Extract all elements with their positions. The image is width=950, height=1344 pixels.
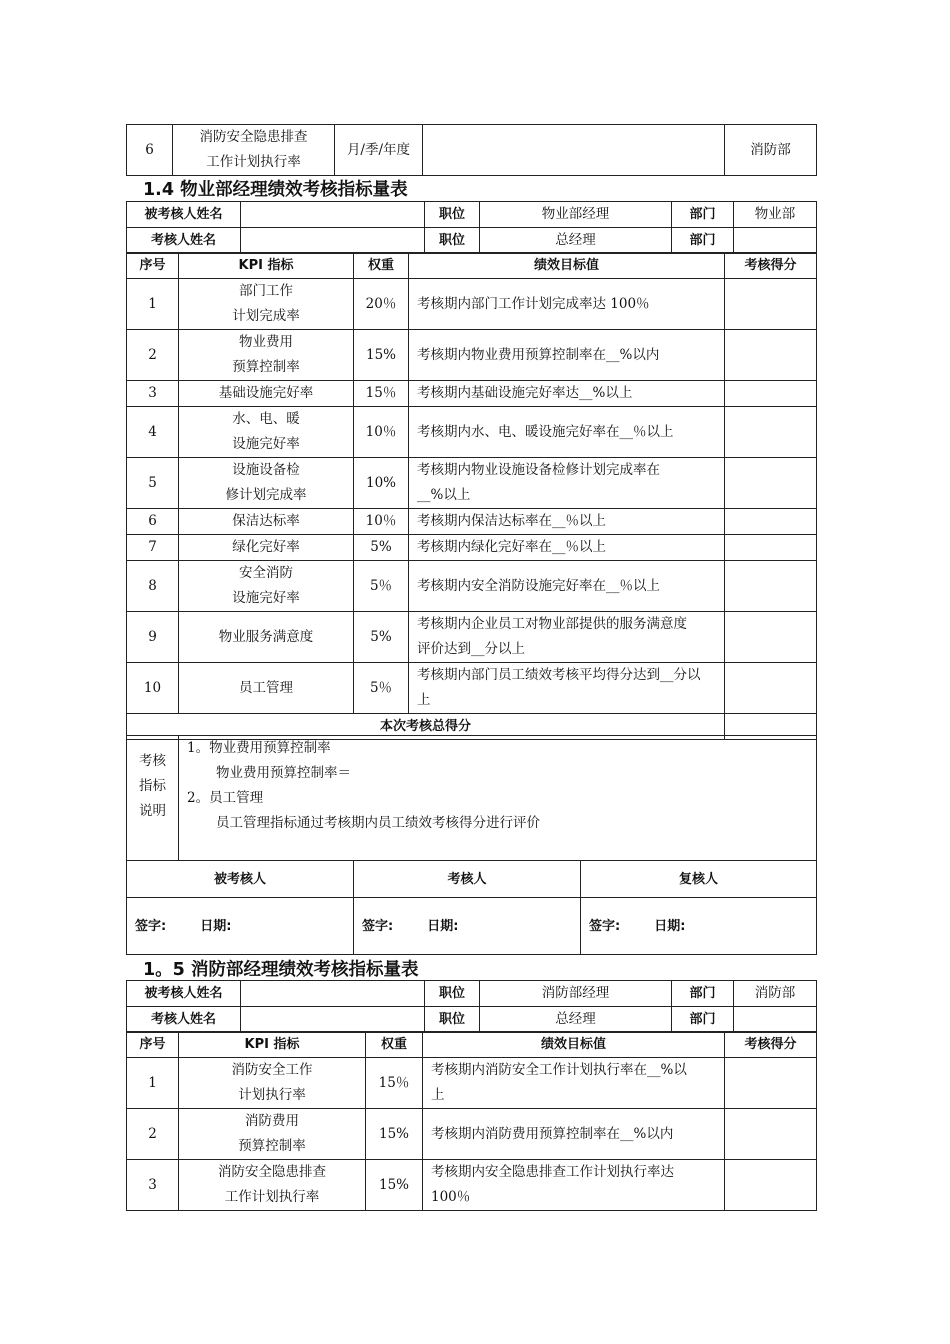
assessee-sign-cell: 签字: 日期: <box>127 898 354 955</box>
weight: 5% <box>354 535 409 561</box>
weight: 15％ <box>354 381 409 407</box>
row-no: 9 <box>127 612 179 663</box>
note-line: 员工管理指标通过考核期内员工绩效考核得分进行评价 <box>216 815 540 831</box>
row-no: 8 <box>127 561 179 612</box>
note-line: 物业费用预算控制率＝ <box>216 765 351 781</box>
col-target: 绩效目标值 <box>409 253 725 279</box>
dept-label: 部门 <box>672 228 734 254</box>
target: 考核期内消防费用预算控制率在__%以内 <box>423 1109 725 1160</box>
sec14-kpi-table <box>126 252 817 740</box>
col-no: 序号 <box>127 253 179 279</box>
assessee-position: 消防部经理 <box>480 981 672 1007</box>
assessee-dept: 物业部 <box>734 202 817 228</box>
table-row <box>127 1160 817 1211</box>
sec15-info-table <box>126 980 817 1033</box>
score <box>725 612 817 663</box>
dept-label: 部门 <box>672 1007 734 1033</box>
target: 考核期内部门员工绩效考核平均得分达到__分以 上 <box>409 663 725 714</box>
weight: 10％ <box>354 407 409 458</box>
kpi-name: 员工管理 <box>179 663 354 714</box>
col-weight: 权重 <box>354 253 409 279</box>
position-label: 职位 <box>425 202 480 228</box>
score <box>725 561 817 612</box>
sec14-signature-table <box>126 860 817 955</box>
top-partial-table <box>126 124 817 176</box>
assessor-sign-header: 考核人 <box>354 861 581 898</box>
kpi-name: 物业费用 预算控制率 <box>179 330 354 381</box>
score <box>725 1058 817 1109</box>
kpi-name: 消防安全隐患排查 工作计划执行率 <box>179 1160 366 1211</box>
total-score-label: 本次考核总得分 <box>127 714 725 740</box>
table-row <box>127 1058 817 1109</box>
kpi-name: 部门工作 计划完成率 <box>179 279 354 330</box>
assessee-name-label: 被考核人姓名 <box>127 981 241 1007</box>
assessee-name-label: 被考核人姓名 <box>127 202 241 228</box>
assessor-sign-cell: 签字: 日期: <box>354 898 581 955</box>
table-row <box>127 535 817 561</box>
col-kpi: KPI 指标 <box>179 253 354 279</box>
sec15-kpi-table <box>126 1031 817 1211</box>
weight: 5％ <box>354 561 409 612</box>
assessee-dept: 消防部 <box>734 981 817 1007</box>
reviewer-sign-cell: 签字: 日期: <box>581 898 817 955</box>
row-no: 1 <box>127 279 179 330</box>
target: 考核期内基础设施完好率达__%以上 <box>409 381 725 407</box>
assessee-position: 物业部经理 <box>480 202 672 228</box>
assessee-sign-header: 被考核人 <box>127 861 354 898</box>
table-row <box>127 381 817 407</box>
target <box>423 125 725 176</box>
weight: 15% <box>366 1109 423 1160</box>
assessor-name-value <box>241 228 425 254</box>
assessor-name-label: 考核人姓名 <box>127 228 241 254</box>
period: 月/季/年度 <box>335 125 423 176</box>
weight: 10% <box>354 458 409 509</box>
col-score: 考核得分 <box>725 253 817 279</box>
target: 考核期内消防安全工作计划执行率在__%以 上 <box>423 1058 725 1109</box>
row-no: 6 <box>127 125 173 176</box>
target: 考核期内部门工作计划完成率达 100％ <box>409 279 725 330</box>
col-target: 绩效目标值 <box>423 1032 725 1058</box>
target: 考核期内物业费用预算控制率在__%以内 <box>409 330 725 381</box>
kpi-name: 设施设备检 修计划完成率 <box>179 458 354 509</box>
score <box>725 663 817 714</box>
row-no: 3 <box>127 1160 179 1211</box>
row-no: 4 <box>127 407 179 458</box>
notes-label: 考核 指标 说明 <box>127 736 179 861</box>
kpi-name: 消防费用 预算控制率 <box>179 1109 366 1160</box>
table-row <box>127 458 817 509</box>
kpi-name: 基础设施完好率 <box>179 381 354 407</box>
score <box>725 330 817 381</box>
target: 考核期内物业设施设备检修计划完成率在 __%以上 <box>409 458 725 509</box>
dept: 消防部 <box>725 125 817 176</box>
target: 考核期内水、电、暖设施完好率在__％以上 <box>409 407 725 458</box>
target: 考核期内绿化完好率在__％以上 <box>409 535 725 561</box>
col-weight: 权重 <box>366 1032 423 1058</box>
dept-label: 部门 <box>672 981 734 1007</box>
reviewer-sign-header: 复核人 <box>581 861 817 898</box>
note-line: 1。物业费用预算控制率 <box>187 740 331 756</box>
table-row <box>127 612 817 663</box>
col-score: 考核得分 <box>725 1032 817 1058</box>
score <box>725 279 817 330</box>
assessor-name-label: 考核人姓名 <box>127 1007 241 1033</box>
table-row <box>127 1109 817 1160</box>
score <box>725 1160 817 1211</box>
weight: 15% <box>354 330 409 381</box>
table-row <box>127 509 817 535</box>
assessor-dept <box>734 228 817 254</box>
assessor-name-value <box>241 1007 425 1033</box>
position-label: 职位 <box>425 1007 480 1033</box>
sec14-notes-table <box>126 735 817 861</box>
position-label: 职位 <box>425 981 480 1007</box>
note-line: 2。员工管理 <box>187 790 264 806</box>
table-row <box>127 407 817 458</box>
row-no: 2 <box>127 1109 179 1160</box>
row-no: 10 <box>127 663 179 714</box>
score <box>725 407 817 458</box>
assessee-name-value <box>241 202 425 228</box>
kpi-name: 安全消防 设施完好率 <box>179 561 354 612</box>
table-row <box>127 279 817 330</box>
kpi-name: 物业服务满意度 <box>179 612 354 663</box>
score <box>725 535 817 561</box>
target: 考核期内安全消防设施完好率在__％以上 <box>409 561 725 612</box>
table-row <box>127 663 817 714</box>
row-no: 3 <box>127 381 179 407</box>
row-no: 7 <box>127 535 179 561</box>
section-heading-1-5: 1。5 消防部经理绩效考核指标量表 <box>143 960 419 980</box>
assessor-position: 总经理 <box>480 228 672 254</box>
weight: 15% <box>366 1160 423 1211</box>
col-no: 序号 <box>127 1032 179 1058</box>
kpi-name: 消防安全工作 计划执行率 <box>179 1058 366 1109</box>
section-heading-1-4: 1.4 物业部经理绩效考核指标量表 <box>143 180 408 200</box>
sec14-info-table <box>126 201 817 254</box>
col-kpi: KPI 指标 <box>179 1032 366 1058</box>
target: 考核期内保洁达标率在__％以上 <box>409 509 725 535</box>
target: 考核期内安全隐患排查工作计划执行率达 100％ <box>423 1160 725 1211</box>
assessor-position: 总经理 <box>480 1007 672 1033</box>
weight: 10％ <box>354 509 409 535</box>
score <box>725 381 817 407</box>
kpi-name: 保洁达标率 <box>179 509 354 535</box>
weight: 5% <box>354 612 409 663</box>
weight: 5％ <box>354 663 409 714</box>
score <box>725 509 817 535</box>
weight: 20％ <box>354 279 409 330</box>
row-no: 5 <box>127 458 179 509</box>
score <box>725 458 817 509</box>
position-label: 职位 <box>425 228 480 254</box>
weight: 15％ <box>366 1058 423 1109</box>
assessee-name-value <box>241 981 425 1007</box>
target: 考核期内企业员工对物业部提供的服务满意度 评价达到__分以上 <box>409 612 725 663</box>
dept-label: 部门 <box>672 202 734 228</box>
kpi-name: 水、电、暖 设施完好率 <box>179 407 354 458</box>
notes-content <box>179 736 817 861</box>
row-no: 1 <box>127 1058 179 1109</box>
assessor-dept <box>734 1007 817 1033</box>
row-no: 2 <box>127 330 179 381</box>
table-row <box>127 561 817 612</box>
kpi-name: 消防安全隐患排查 工作计划执行率 <box>173 125 335 176</box>
table-row <box>127 330 817 381</box>
score <box>725 1109 817 1160</box>
row-no: 6 <box>127 509 179 535</box>
kpi-name: 绿化完好率 <box>179 535 354 561</box>
